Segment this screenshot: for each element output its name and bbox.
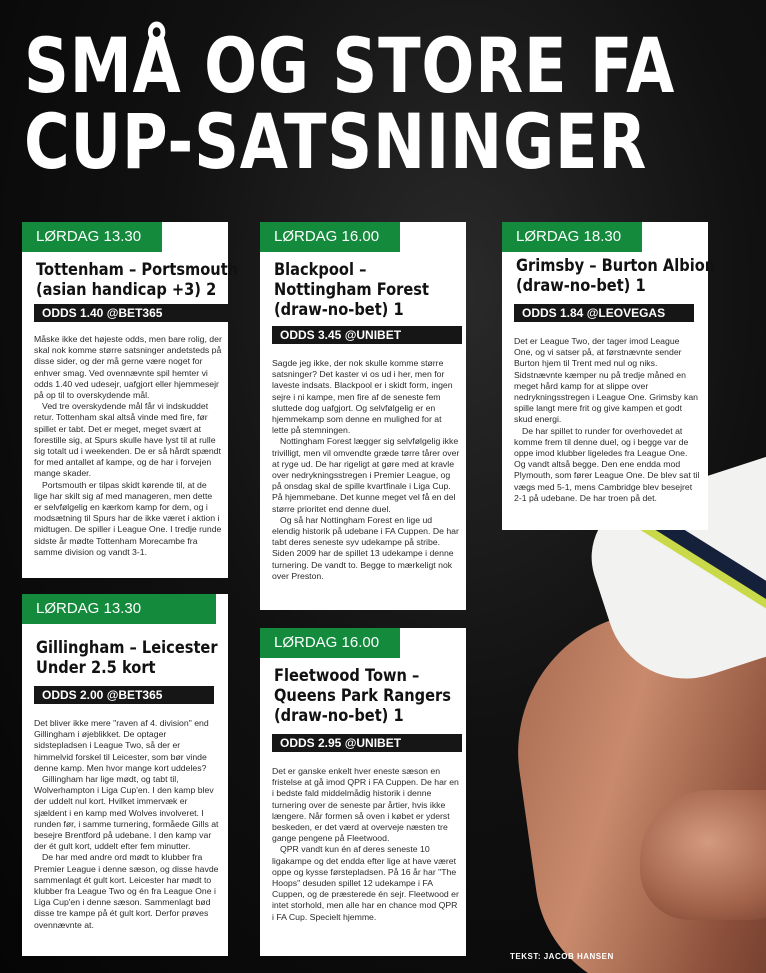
- match-title: Grimsby – Burton Albion (draw-no-bet) 1: [516, 256, 716, 296]
- kickoff-time: LØRDAG 16.00: [260, 222, 400, 252]
- article-body: Det er ganske enkelt hver eneste sæson en fristelse at gå imod QPR i FA Cuppen. De har en i bedste fald middelmådig historik i denne turnering over de seneste par årtier, hvis ikke længere. Når formen så oven i købet er yderst beskeden, er det værd at overveje næsten tre gange pengene på Fleetwood. QPR vandt kun én af deres seneste 10 ligakampe og det endda efter lige at have været oppe og kysse førstepladsen. På 16 år har "The Hoops" desuden spillet 12 udekampe i FA Cuppen, og de præsterede én sejr. Fleetwood er intet storhold, men alle har en chance mod QPR i FA Cup. Specielt hjemme.: [272, 766, 459, 922]
- tip-card-grimsby: [502, 222, 716, 530]
- match-title: Tottenham – Portsmouth (asian handicap +3) 2: [36, 260, 239, 300]
- headline-line-2: CUP-SATSNINGER: [24, 97, 648, 186]
- page-headline: [24, 21, 676, 186]
- tip-card-gillingham: [22, 594, 228, 956]
- kickoff-time: LØRDAG 13.30: [22, 594, 216, 624]
- odds-bar: ODDS 2.95 @UNIBET: [272, 734, 462, 752]
- odds-bar: ODDS 3.45 @UNIBET: [272, 326, 462, 344]
- article-body: Det bliver ikke mere "raven af 4. division" end Gillingham i øjeblikket. De optager sidstepladsen i League Two, så der er himmelvid forskel til Leicester, som bør vinde denne kamp. Men hvor mange kort uddeles? Gillingham har lige mødt, og tabt til, Wolverhampton i Liga Cup'en. I den kamp blev der uddelt nul kort. Hvilket immervæk er sjældent i en kamp med Wolves involveret. I runden før, i samme turnering, formåede Gills at besejre Brentford på udebane. I den kamp var der ét gult kort, uddelt efter fem minutter. De har med andre ord mødt to klubber fra Premier League i denne sæson, og disse havde sammenlagt ét gult kort. Leicester har mødt to klubber fra League Two og én fra League One i Liga Cup'en i denne sæson. Sammenlagt bød disse tre kampe på ét gult kort. Derfor prøves ovennævnte at.: [34, 718, 219, 930]
- odds-bar: ODDS 2.00 @BET365: [34, 686, 214, 704]
- article-body: Sagde jeg ikke, der nok skulle komme større satsninger? Det kaster vi os ud i her, men for laveste indsats. Blackpool er i skidt form, ingen sejre i ni kampe, men fire af de seneste fem sluttede dog uafgjort. Og selvfølgelig er en hjemmekamp som denne en mulighed for at lette på stemningen. Nottingham Forest lægger sig selvfølgelig ikke trivilligt, men vil omvendte græde tørre tårer over at ryge ud. De har rigeligt at gøre med at kravle over nedrykningsstregen i Premier League, og på onsdag skal de spille kvartfinale i Liga Cup. På hjemmebane. Det kunne meget vel få en del større prioritet end denne duel. Og så har Nottingham Forest en lige ud elendig historik på udebane i FA Cuppen. De har tabt deres seneste syv udekampe på stribe. Siden 2009 har de spillet 13 udekampe i denne turnering. De vandt to. Begge to mærkeligt nok over Preston.: [272, 358, 460, 581]
- match-title: Gillingham – Leicester Under 2.5 kort: [36, 638, 218, 678]
- author-credit: TEKST: JACOB HANSEN: [510, 952, 614, 961]
- article-body: Det er League Two, der tager imod League One, og vi satser på, at førstnævnte sender Burton hjem til Trent med nul og niks. Sidstnævnte kæmper nu på tredje måned en meget hård kamp for at slippe over nedrykningsstregen i League One. Grimsby kan spille langt mere frit og give kampen et godt skud energi. De har spillet to runder for overhovedet at komme frem til denne duel, og i begge var de oppe imod klubber ligeledes fra League One. Og vandt altså begge. Den ene endda mod Plymouth, som fører League One. De blev sat til vægs med 5-1, mens Cambridge blev besejret 2-1 på udebane. De har troen på det.: [514, 336, 700, 503]
- tip-card-blackpool: [260, 222, 466, 610]
- tip-card-tottenham: [22, 222, 239, 578]
- kickoff-time: LØRDAG 13.30: [22, 222, 162, 252]
- odds-bar: ODDS 1.84 @LEOVEGAS: [514, 304, 694, 322]
- kickoff-time: LØRDAG 18.30: [502, 222, 642, 252]
- tip-card-fleetwood: [260, 628, 466, 956]
- kickoff-time: LØRDAG 16.00: [260, 628, 400, 658]
- article-body: Måske ikke det højeste odds, men bare rolig, der skal nok komme større satsninger andetsteds på disse sider, og der må gerne være noget for enhver smag. Ved ovennævnte spil hemter vi odds 1.40 ved udesejr, uafgjort eller hjemmesejr på op til to overskydende mål. Ved tre overskydende mål får vi indskuddet retur. Tottenham skal altså vinde med fire, før spillet er tabt. Det er meget, meget svært at forestille sig, at Spurs skulle have lyst til at rulle sig totalt ud i weekenden. De er så hårdt spændt for med antallet af kampe, og de har i forvejen mange skader. Portsmouth er tilpas skidt kørende til, at de lige har skilt sig af med manageren, men dette er selvfølgelig en kærkom kamp for dem, og i modsætning til Spurs har de ikke været i aktion i midtugen. De spiller i League One. I tredje runde sidste år mødte Tottenham Morecambe fra samme division og vandt 3-1.: [34, 334, 222, 557]
- match-title: Blackpool – Nottingham Forest (draw-no-bet) 1: [274, 260, 430, 320]
- odds-bar: ODDS 1.40 @BET365: [34, 304, 228, 322]
- match-title: Fleetwood Town – Queens Park Rangers (draw-no-bet) 1: [274, 666, 451, 726]
- headline-line-1: SMÅ OG STORE FA: [24, 21, 676, 110]
